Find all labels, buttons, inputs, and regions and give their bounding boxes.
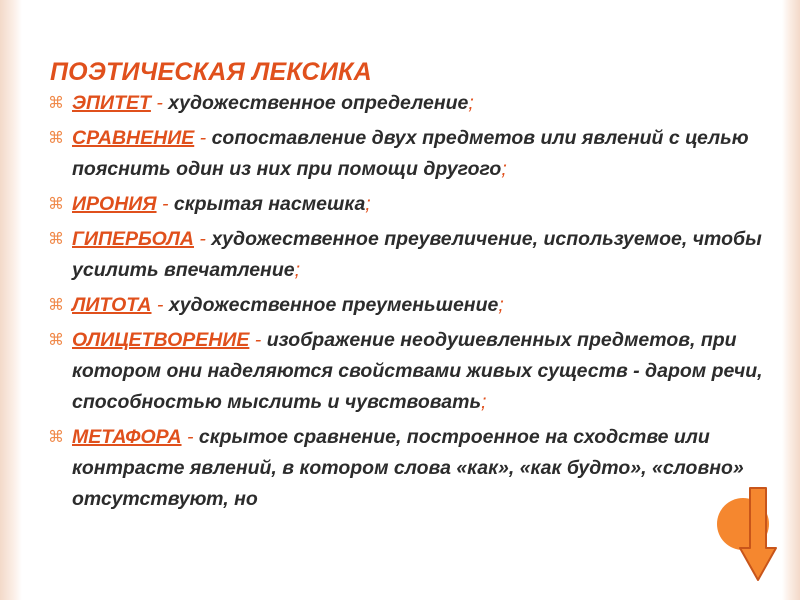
term-label: ИРОНИЯ [72, 193, 157, 215]
term-label: ЛИТОТА [72, 294, 152, 316]
term-separator: - [249, 329, 267, 351]
term-definition: скрытая насмешка [173, 193, 366, 215]
bullet-icon: ⌘ [48, 231, 64, 248]
term-label: ГИПЕРБОЛА [72, 228, 194, 250]
term-separator: - [156, 193, 174, 215]
term-separator: - [181, 426, 199, 448]
slide-title: ПОЭТИЧЕСКАЯ ЛЕКСИКА [50, 58, 372, 86]
term-definition: сопоставление двух предметов или явлений с целью пояснить один из них при помощи другого [72, 127, 749, 180]
list-item-comparison [48, 123, 778, 185]
term-terminator: ; [365, 193, 371, 215]
term-separator: - [193, 228, 212, 250]
bullet-icon: ⌘ [48, 196, 64, 213]
term-definition: скрытое сравнение, построенное на сходстве или контрасте явлений, в котором слова «как», «как будто», «словно» отсутствуют, но [72, 426, 744, 510]
term-label: ЭПИТЕТ [72, 92, 151, 114]
term-terminator: ; [468, 92, 474, 114]
list-item-personification [48, 325, 778, 418]
term-definition: художественное преувеличение, используемое, чтобы усилить впечатление [72, 228, 762, 281]
list-item-hyperbole [48, 224, 778, 286]
bullet-icon: ⌘ [48, 297, 64, 314]
term-list [48, 88, 778, 519]
term-label: МЕТАФОРА [72, 426, 182, 448]
term-definition: изображение неодушевленных предметов, при котором они наделяются свойствами живых существ - даром речи, способностью мыслить и чувствовать [72, 329, 763, 413]
slide-frame-right [782, 0, 800, 600]
list-item-irony [48, 189, 778, 220]
term-terminator: ; [481, 391, 487, 413]
down-arrow-icon[interactable] [738, 486, 778, 582]
list-item-metaphor [48, 422, 778, 515]
bullet-icon: ⌘ [48, 332, 64, 349]
bullet-icon: ⌘ [48, 95, 64, 112]
term-label: СРАВНЕНИЕ [72, 127, 195, 149]
list-item-litotes [48, 290, 778, 321]
term-separator: - [151, 294, 169, 316]
term-definition: художественное преуменьшение [168, 294, 499, 316]
term-terminator: ; [501, 158, 507, 180]
list-item-epithet [48, 88, 778, 119]
term-terminator: ; [498, 294, 504, 316]
slide-frame-left [0, 0, 22, 600]
term-separator: - [150, 92, 169, 114]
bullet-icon: ⌘ [48, 130, 64, 147]
bullet-icon: ⌘ [48, 429, 64, 446]
term-definition: художественное определение [168, 92, 469, 114]
term-label: ОЛИЦЕТВОРЕНИЕ [72, 329, 250, 351]
term-terminator: ; [294, 259, 300, 281]
term-separator: - [194, 127, 212, 149]
